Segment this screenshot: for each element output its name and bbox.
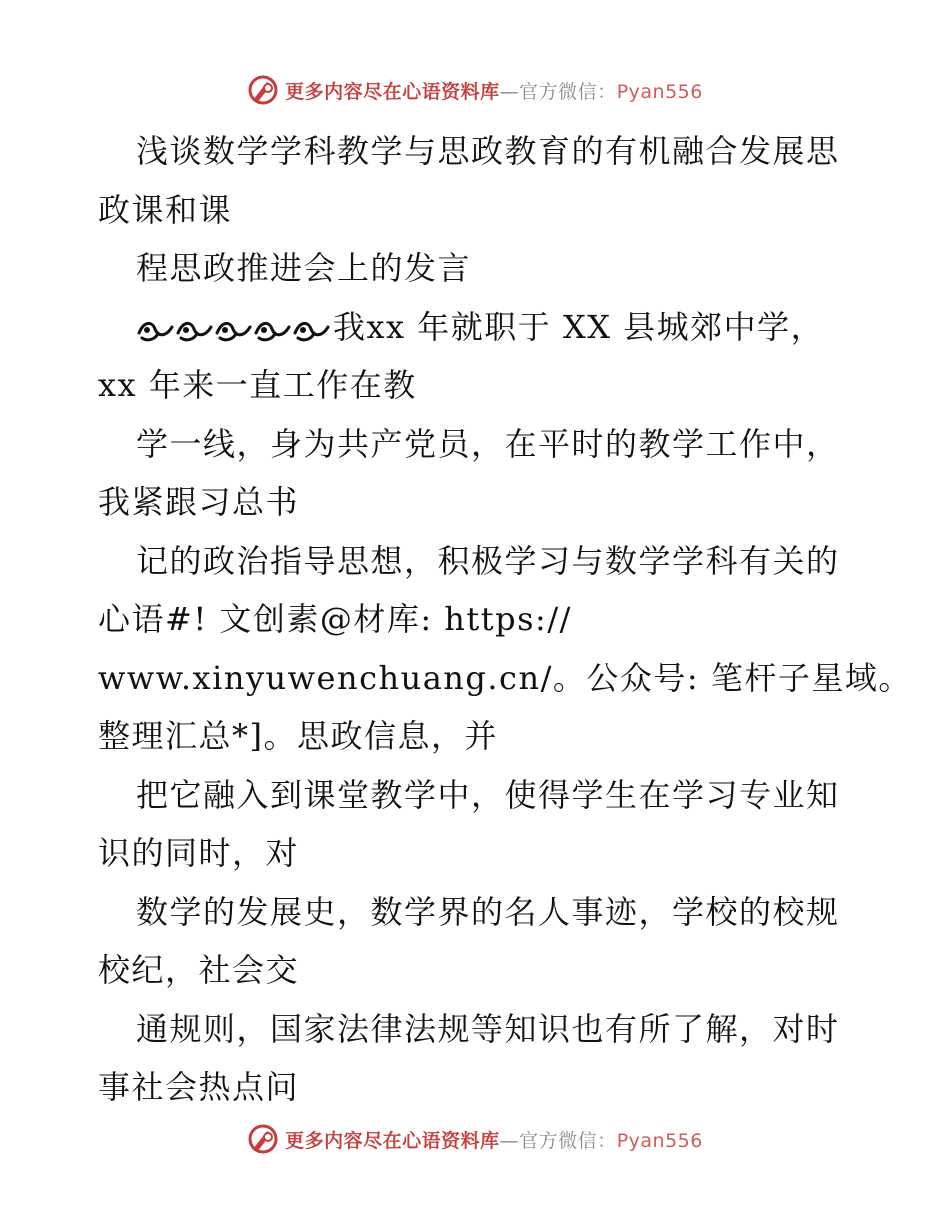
paragraph-line: www.xinyuwenchuang.cn/。公众号: 笔杆子星域。 (98, 658, 912, 697)
header-banner (0, 70, 950, 110)
banner-main-text: 更多内容尽在心语资料库 (285, 1129, 500, 1152)
ornament-group (136, 300, 331, 359)
paragraph-line: 把它融入到课堂教学中，使得学生在学习专业知 (136, 775, 840, 814)
paragraph-line: 识的同时，对 (98, 834, 300, 872)
footer-banner (0, 1119, 950, 1159)
paragraph-line: 学一线，身为共产党员，在平时的教学工作中， (136, 424, 840, 463)
banner-text (285, 77, 703, 104)
document-body (98, 122, 912, 1117)
paragraph-line (98, 298, 858, 357)
ornament-icon (175, 319, 214, 343)
banner-dash: — (499, 80, 520, 103)
pen-logo-icon (247, 74, 279, 106)
ornament-icon (253, 319, 292, 343)
title-line-3: 程思政推进会上的发言 (136, 249, 472, 287)
ornament-icon (136, 319, 175, 343)
title-line-2: 政课和课 (98, 190, 233, 229)
banner-main-text: 更多内容尽在心语资料库 (285, 80, 500, 103)
banner-dash: — (499, 1129, 520, 1152)
paragraph-line: 我紧跟习总书 (98, 483, 300, 521)
banner-wechat-id: Pyan556 (616, 1129, 703, 1152)
banner-text (285, 1126, 703, 1153)
paragraph-line: 校纪，社会交 (98, 951, 300, 989)
pen-logo-icon (247, 1123, 279, 1155)
paragraph-line: 整理汇总*]。思政信息，并 (98, 717, 498, 755)
paragraph-line: xx 年来一直工作在教 (98, 366, 417, 404)
paragraph-line: 通规则，国家法律法规等知识也有所了解，对时 (136, 1009, 840, 1048)
ornament-icon (214, 319, 253, 343)
paragraph-line: 心语#! 文创素@材库: https:// (98, 600, 572, 638)
ornament-icon (292, 319, 331, 343)
paragraph-line: 事社会热点问 (98, 1068, 300, 1106)
paragraph-line: 记的政治指导思想，积极学习与数学学科有关的 (136, 541, 840, 580)
banner-official-label: 官方微信： (519, 80, 617, 103)
paragraph-line: 数学的发展史，数学界的名人事迹，学校的校规 (136, 892, 840, 931)
banner-wechat-id: Pyan556 (616, 80, 703, 103)
title-line-1: 浅谈数学学科教学与思政教育的有机融合发展思 (136, 132, 840, 170)
paragraph-line-text: 我xx 年就职于 XX 县城郊中学， (333, 307, 825, 346)
banner-official-label: 官方微信： (519, 1129, 617, 1152)
